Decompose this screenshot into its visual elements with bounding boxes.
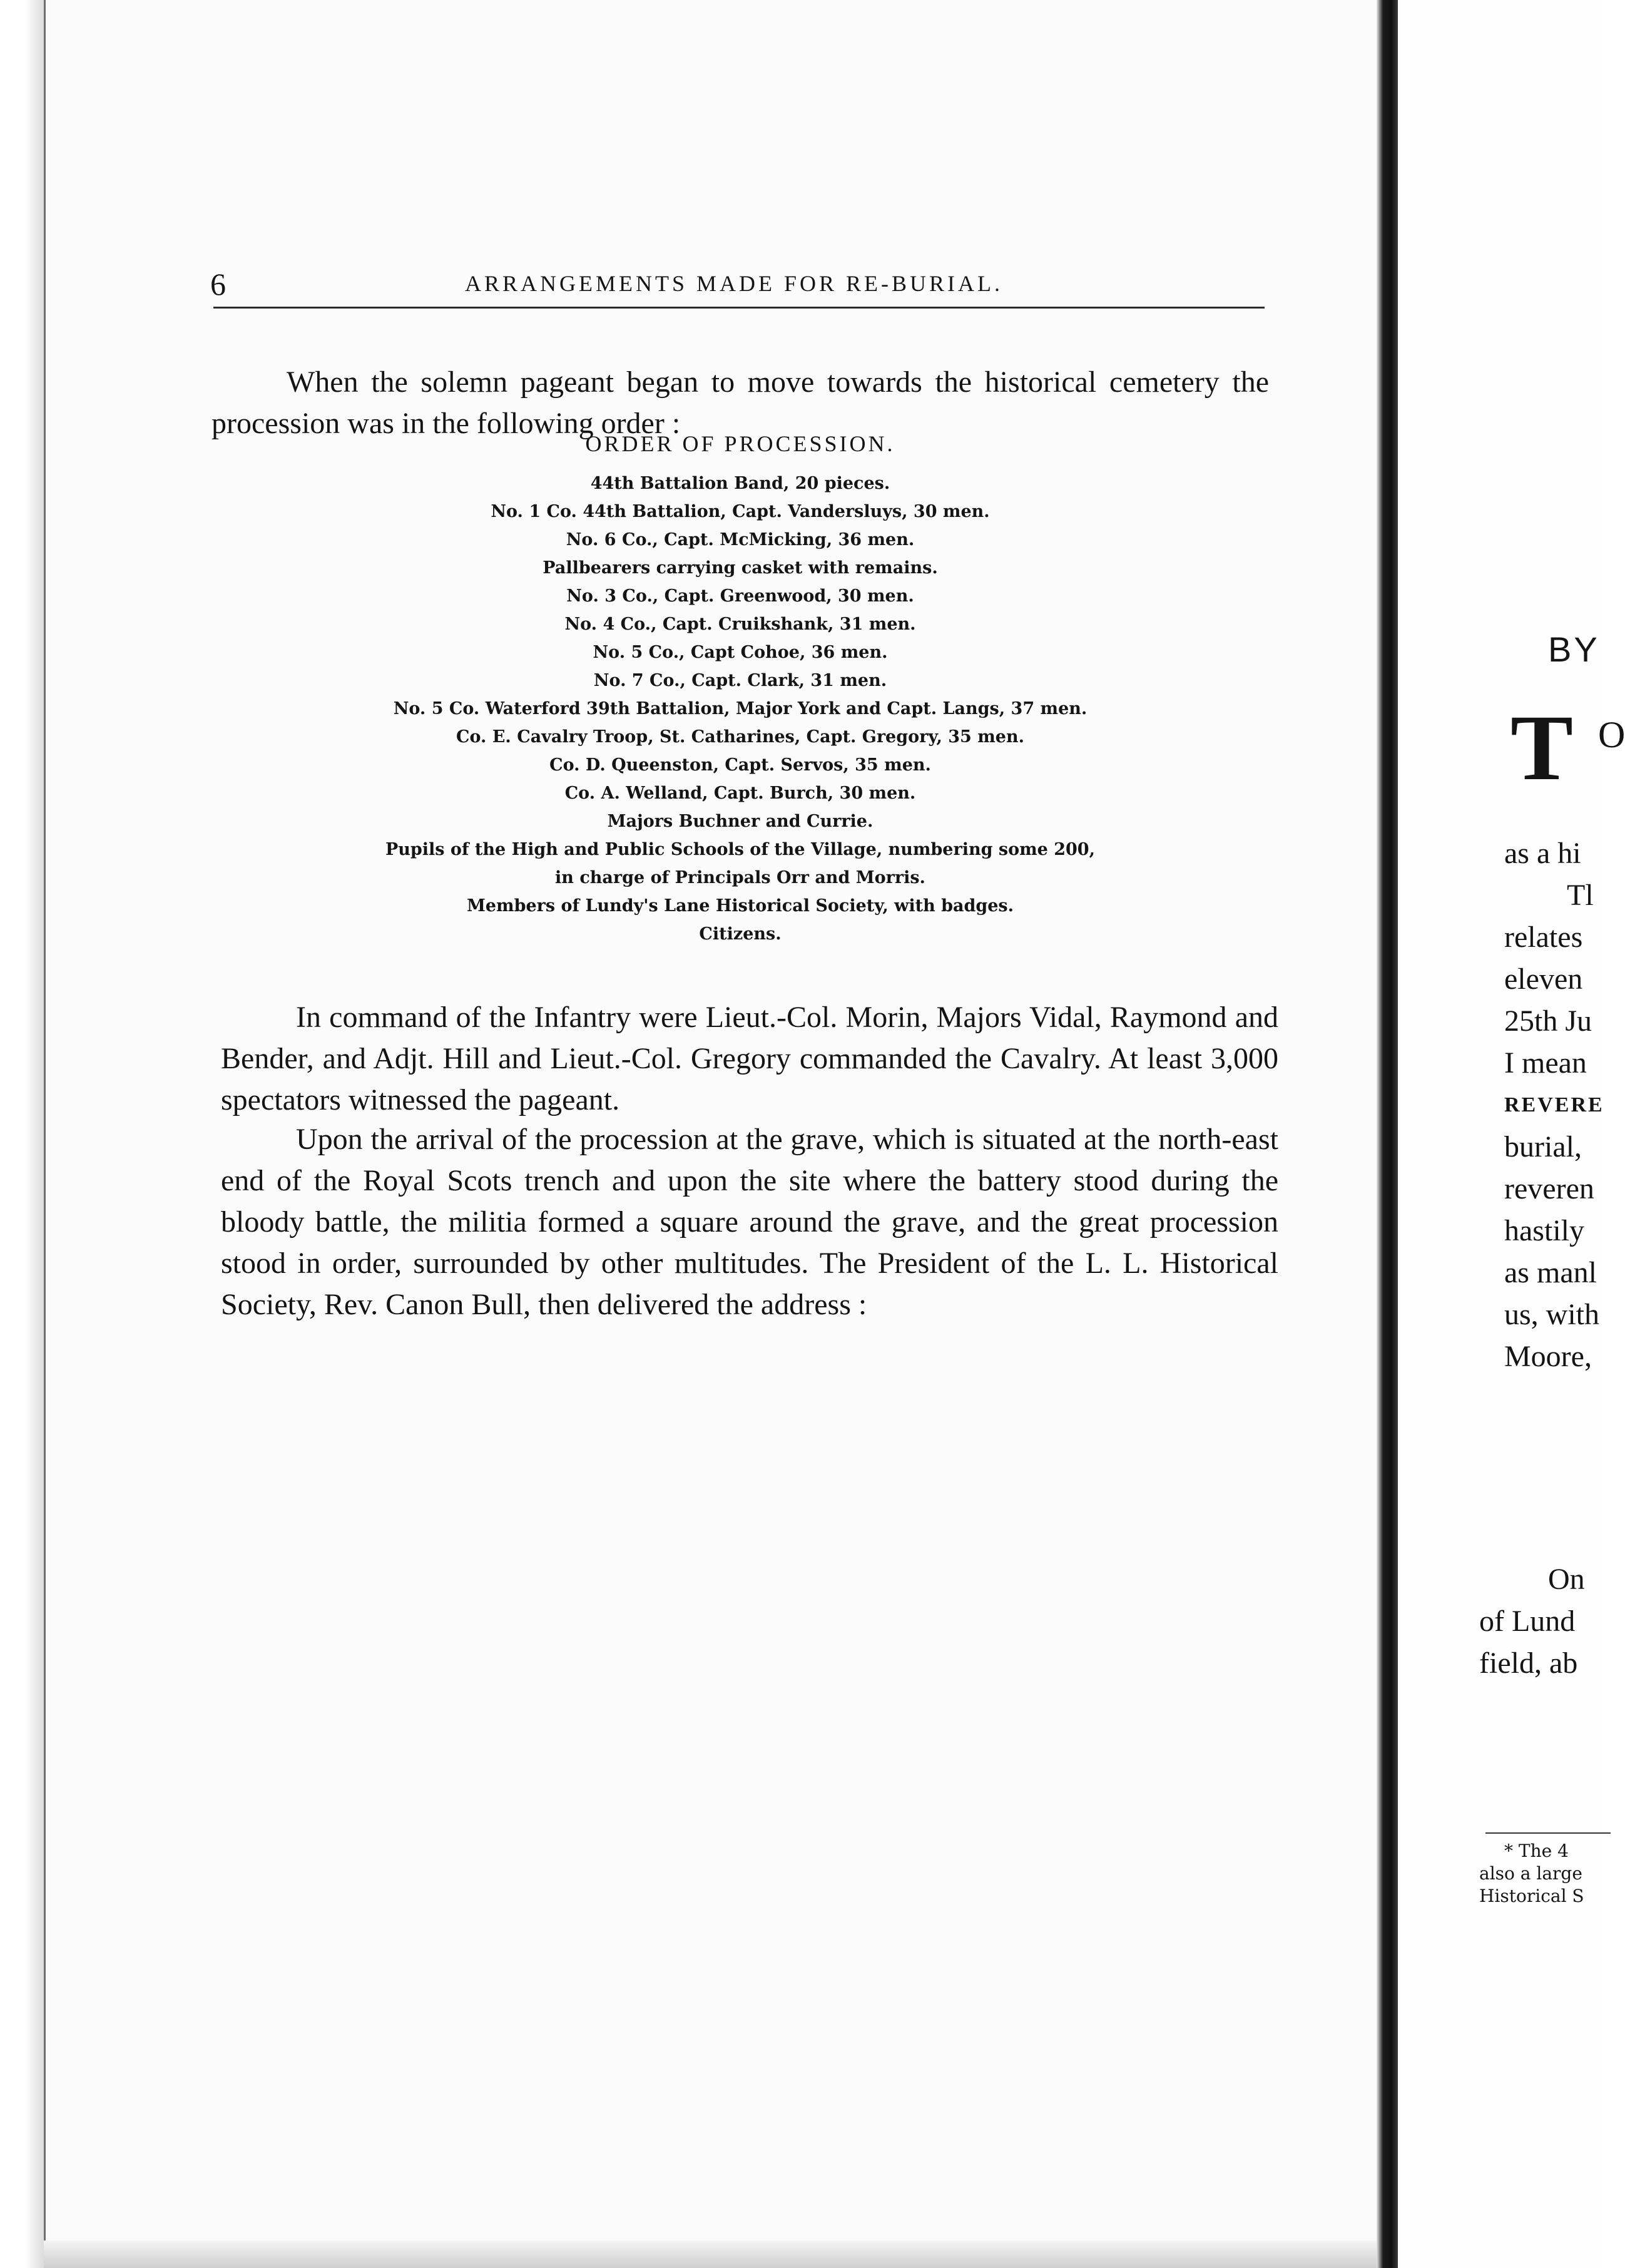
right-page-heading-fragment: BY — [1548, 630, 1600, 669]
procession-item: No. 7 Co., Capt. Clark, 31 men. — [593, 671, 887, 690]
procession-item: Members of Lundy's Lane Historical Society, with badges. — [466, 896, 1014, 916]
drop-cap: T — [1510, 696, 1574, 800]
text-line: of Lund — [1479, 1605, 1576, 1638]
text-line: REVERE — [1504, 1093, 1604, 1116]
right-page-text — [1504, 832, 1604, 1377]
procession-item: Co. A. Welland, Capt. Burch, 30 men. — [564, 784, 916, 803]
text-line: On — [1548, 1563, 1585, 1596]
procession-item: Majors Buchner and Currie. — [607, 812, 874, 831]
intro-paragraph: When the solemn pageant began to move towards the historical cemetery the procession was in the following order : — [211, 365, 1269, 440]
grave-paragraph: Upon the arrival of the procession at the grave, which is situated at the north-east end of the Royal Scots trench and upon the site where the battery stood during the bloody battle, the militia formed a square around the grave, and the great procession stood in order, surrounded by other multitudes. The President of the L. L. Historical Society, Rev. Canon Bull, then delivered the address : — [221, 1123, 1278, 1321]
procession-item: No. 5 Co., Capt Cohoe, 36 men. — [593, 643, 888, 662]
text-line: Moore, — [1504, 1340, 1592, 1373]
procession-item: No. 3 Co., Capt. Greenwood, 30 men. — [566, 586, 914, 606]
text-line: as a hi — [1504, 837, 1581, 870]
procession-item: Pallbearers carrying casket with remains. — [543, 558, 938, 578]
text-line: 25th Ju — [1504, 1004, 1592, 1038]
procession-list — [215, 469, 1266, 948]
page-number: 6 — [210, 267, 226, 302]
procession-item: Co. D. Queenston, Capt. Servos, 35 men. — [549, 755, 931, 775]
procession-item: No. 5 Co. Waterford 39th Battalion, Major York and Capt. Langs, 37 men. — [393, 699, 1088, 718]
procession-item: 44th Battalion Band, 20 pieces. — [590, 474, 890, 493]
procession-item: Pupils of the High and Public Schools of the Village, numbering some 200, — [385, 840, 1095, 859]
footnotes — [1479, 1840, 1584, 1908]
procession-item: No. 1 Co. 44th Battalion, Capt. Vandersluys, 30 men. — [491, 502, 990, 521]
text-line: reveren — [1504, 1172, 1594, 1205]
text-line: relates — [1504, 921, 1583, 954]
page-bottom-fold — [44, 2240, 1383, 2268]
procession-item: in charge of Principals Orr and Morris. — [555, 868, 925, 887]
text-line: I mean — [1504, 1046, 1587, 1080]
footnote-line: * The 4 — [1504, 1841, 1569, 1861]
right-page-lower-text — [1479, 1558, 1585, 1684]
text-line: hastily — [1504, 1214, 1584, 1247]
text-line: burial, — [1504, 1130, 1582, 1163]
text-line: Tl — [1567, 879, 1594, 912]
text-line: us, with — [1504, 1298, 1600, 1331]
text-line: as manl — [1504, 1256, 1597, 1289]
footnote-rule — [1485, 1832, 1611, 1834]
command-paragraph: In command of the Infantry were Lieut.-Col. Morin, Majors Vidal, Raymond and Bender, and Adjt. Hill and Lieut.-Col. Gregory commanded the Cavalry. At least 3,000 spectators witnessed the pageant. — [221, 1001, 1278, 1116]
drop-cap-continuation: O — [1598, 714, 1625, 755]
text-line: field, ab — [1479, 1647, 1578, 1680]
text-line: eleven — [1504, 963, 1583, 996]
running-head: ARRANGEMENTS MADE FOR RE-BURIAL. — [465, 271, 1004, 296]
book-gutter — [1377, 0, 1398, 2268]
procession-title: ORDER OF PROCESSION. — [585, 431, 895, 456]
footnote-line: also a large — [1479, 1863, 1582, 1884]
header-rule — [213, 307, 1265, 309]
footnote-line: Historical S — [1479, 1886, 1584, 1906]
procession-item: Co. E. Cavalry Troop, St. Catharines, Capt. Gregory, 35 men. — [456, 727, 1024, 747]
right-page — [1398, 0, 1625, 2268]
left-page — [44, 0, 1385, 2268]
page-edge-shadow — [25, 0, 44, 2268]
procession-item: Citizens. — [699, 924, 782, 944]
procession-item: No. 4 Co., Capt. Cruikshank, 31 men. — [564, 615, 916, 634]
procession-item: No. 6 Co., Capt. McMicking, 36 men. — [566, 530, 915, 549]
